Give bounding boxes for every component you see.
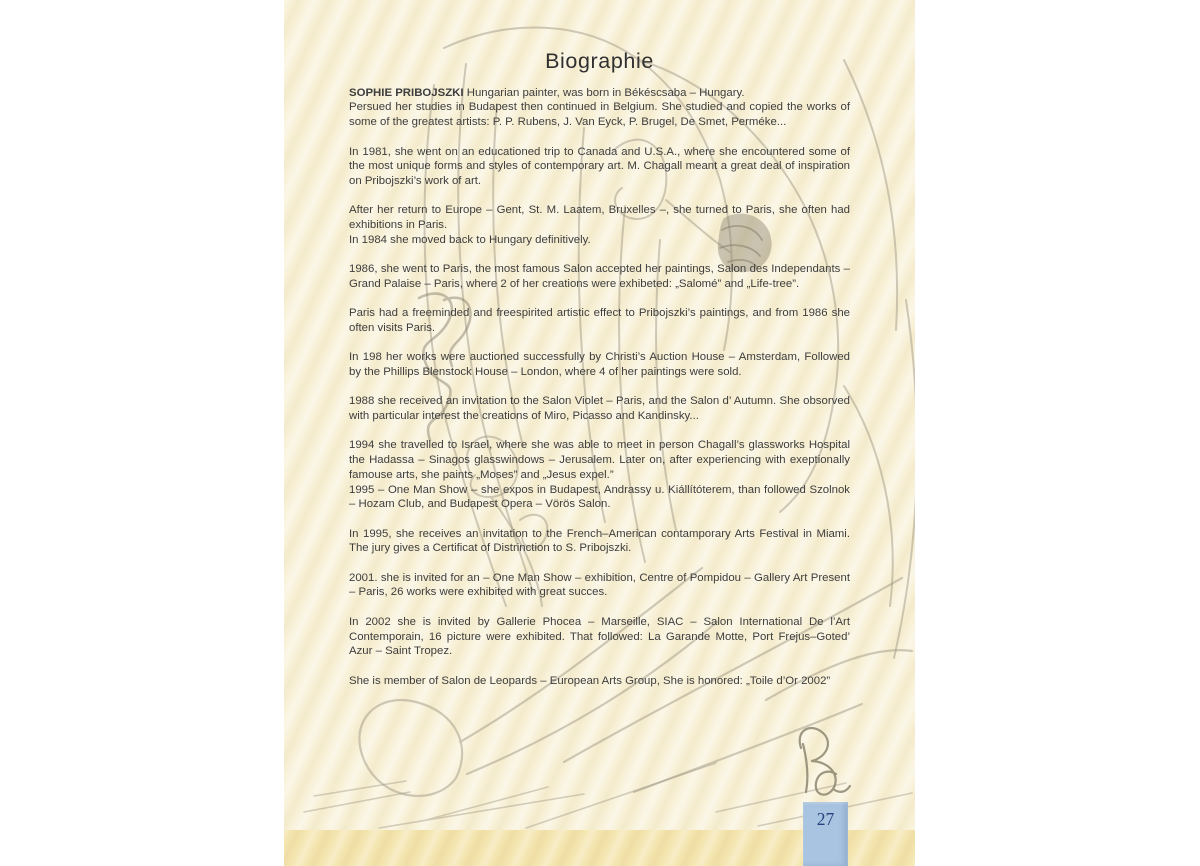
artist-name: SOPHIE PRIBOJSZKI xyxy=(349,86,464,99)
paragraph-text: 1988 she received an invitation to the Salon Violet – Paris, and the Salon d’ Autumn. She obsorved with particular interest the creations of Miro, Picasso and Kandinsky... xyxy=(349,395,850,423)
paragraph-text: In 1984 she moved back to Hungary definitively. xyxy=(349,233,591,246)
paragraph-1986-salon xyxy=(349,262,850,291)
paragraph-intro xyxy=(349,86,850,130)
paragraph-text: Persued her studies in Budapest then continued in Belgium. She studied and copied the works of some of the greatest artists: P. P. Rubens, J. Van Eyck, P. Brugel, De Smet, Perméke... xyxy=(349,101,850,129)
paragraph-text: In 198 her works were auctioned successfully by Christi’s Auction House – Amsterdam, Followed by the Phillips Blenstock House – London, where 4 of her paintings were sold. xyxy=(349,351,850,378)
paragraph-return-europe xyxy=(349,203,850,247)
page-number: 27 xyxy=(816,809,835,829)
paragraph-membership xyxy=(349,674,850,689)
paragraph-text: 2001. she is invited for an – One Man Show – exhibition, Centre of Pompidou – Gallery Art Present – Paris, 26 works were exhibited with great succes. xyxy=(349,571,850,599)
intro-line-rest: Hungarian painter, was born in Békéscsaba – Hungary. xyxy=(463,86,745,99)
paragraph-text: 1986, she went to Paris, the most famous Salon accepted her paintings, Salon des Independants – Grand Palaise – Paris, where 2 of her creations were exhibeted: „Salomé” and „Life-tree”. xyxy=(349,263,850,290)
paragraph-text: After her return to Europe – Gent, St. M. Laatem, Bruxelles –, she turned to Paris, she often had exhibitions in Paris. xyxy=(349,204,850,231)
paragraph-paris-effect xyxy=(349,306,850,335)
artist-signature-mark xyxy=(800,728,850,795)
biography-text-block xyxy=(349,49,850,703)
paragraph-text: 1995 – One Man Show – she expos in Budapest, Andrassy u. Kiállítóterem, than followed Szolnok – Hozam Club, and Budapest Opera – Vörös Salon. xyxy=(349,483,850,511)
book-page xyxy=(284,0,915,866)
paragraph-text: Paris had a freeminded and freespirited artistic effect to Pribojszki’s paintings, and from 1986 she often visits Paris. xyxy=(349,307,850,334)
paragraph-1988-salon-violet xyxy=(349,394,850,423)
paragraph-2001-pompidou xyxy=(349,571,850,600)
page-number-tab xyxy=(803,802,848,866)
paragraph-1981 xyxy=(349,145,850,189)
page-title: Biographie xyxy=(545,49,654,73)
paragraph-auction xyxy=(349,350,850,379)
paragraph-text: In 1995, she receives an invitation to the French–American contamporary Arts Festival in Miami. The jury gives a Certificat of Distrinction to S. Pribojszki. xyxy=(349,527,850,555)
paragraph-text: In 1981, she went on an educationed trip to Canada and U.S.A., where she encountered some of the most unique forms and styles of contemporary art. M. Chagall meant a great deal of inspiration on Pribojszki’s work of art. xyxy=(349,145,850,187)
paragraph-1995-miami xyxy=(349,527,850,556)
paragraph-text: In 2002 she is invited by Gallerie Phocea – Marseille, SIAC – Salon International De l’Art Contemporain, 16 picture were exhibited. That followed: La Garande Motte, Port Frejus–Goted’ Azur – Saint Tropez. xyxy=(349,615,850,658)
paragraph-text: She is member of Salon de Leopards – European Arts Group, She is honored: „Toile d’Or 2002” xyxy=(349,674,831,687)
paragraph-text: 1994 she travelled to Israel, where she was able to meet in person Chagall’s glassworks Hospital the Hadassa – Sinagos glasswindows – Jerusalem. Later on, after experiencing with exeptionally famouse arts, she paints „Moses” and „Jesus expel.” xyxy=(349,439,850,481)
paragraph-1994-israel xyxy=(349,438,850,512)
paragraph-2002-marseille xyxy=(349,615,850,659)
